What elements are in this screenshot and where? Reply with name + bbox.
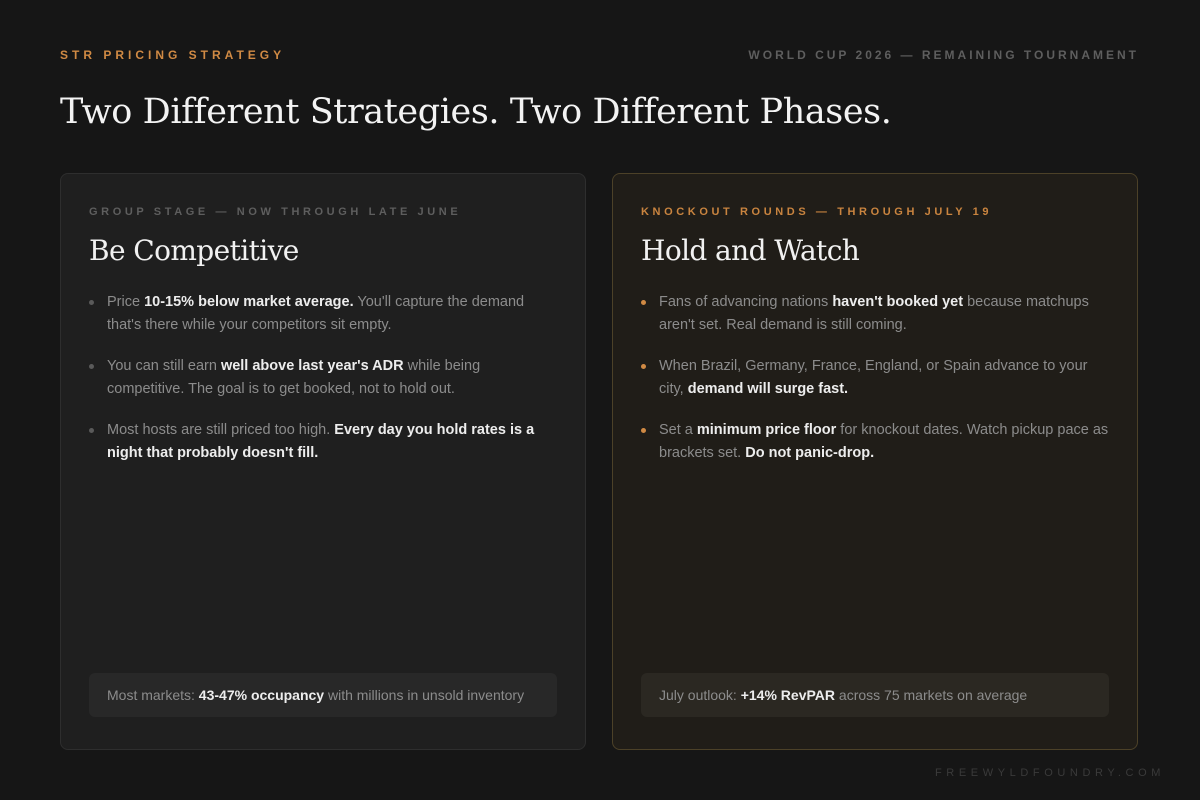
bullet-item (89, 355, 557, 401)
body-text: across 75 markets on average (835, 687, 1028, 703)
emphasis-text: 43-47% occupancy (198, 687, 325, 703)
body-text: while being competitive. The goal is to get booked, not to hold out. (107, 358, 481, 397)
body-text: You can still earn (107, 358, 221, 374)
bullet-item (641, 355, 1109, 401)
group-stage-card (60, 173, 586, 750)
knockout-rounds-card (612, 173, 1138, 750)
card-eyebrow: GROUP STAGE — NOW THROUGH LATE JUNE (89, 206, 462, 218)
emphasis-text: haven't booked yet (832, 294, 964, 310)
body-text: with millions in unsold inventory (324, 687, 525, 703)
emphasis-text: Do not panic-drop. (745, 445, 875, 461)
body-text: When Brazil, Germany, France, England, or Spain advance to your city, (659, 358, 1088, 397)
emphasis-text: 10-15% below market average. (144, 294, 354, 310)
eyebrow-strategy-label: STR PRICING STRATEGY (60, 48, 286, 62)
page-title: Two Different Strategies. Two Different Phases. (60, 92, 892, 132)
emphasis-text: minimum price floor (696, 422, 837, 438)
bullet-list (641, 291, 1109, 465)
eyebrow-tournament-label: WORLD CUP 2026 — REMAINING TOURNAMENT (748, 48, 1139, 62)
body-text: July outlook: (659, 687, 741, 703)
stat-callout (89, 673, 557, 717)
body-text: for knockout dates. Watch pickup pace as brackets set. (659, 422, 1109, 461)
body-text: You'll capture the demand that's there while your competitors sit empty. (107, 294, 525, 333)
card-title: Hold and Watch (641, 234, 860, 267)
body-text: Fans of advancing nations (659, 294, 833, 310)
bullet-item (89, 419, 557, 465)
body-text: Most markets: (107, 687, 199, 703)
emphasis-text: +14% RevPAR (740, 687, 836, 703)
bullet-item (89, 291, 557, 337)
body-text: because matchups aren't set. Real demand is still coming. (659, 294, 1089, 333)
footer-brand: FREEWYLDFOUNDRY.COM (934, 767, 1165, 779)
bullet-list (89, 291, 557, 465)
emphasis-text: well above last year's ADR (220, 358, 404, 374)
emphasis-text: demand will surge fast. (687, 381, 849, 397)
body-text: Set a (659, 422, 697, 438)
bullet-item (641, 291, 1109, 337)
body-text: Most hosts are still priced too high. (107, 422, 335, 438)
card-title: Be Competitive (89, 234, 299, 267)
card-eyebrow: KNOCKOUT ROUNDS — THROUGH JULY 19 (641, 206, 993, 218)
body-text: Price (107, 294, 145, 310)
emphasis-text: Every day you hold rates is a night that probably doesn't fill. (107, 422, 535, 461)
stat-callout (641, 673, 1109, 717)
bullet-item (641, 419, 1109, 465)
